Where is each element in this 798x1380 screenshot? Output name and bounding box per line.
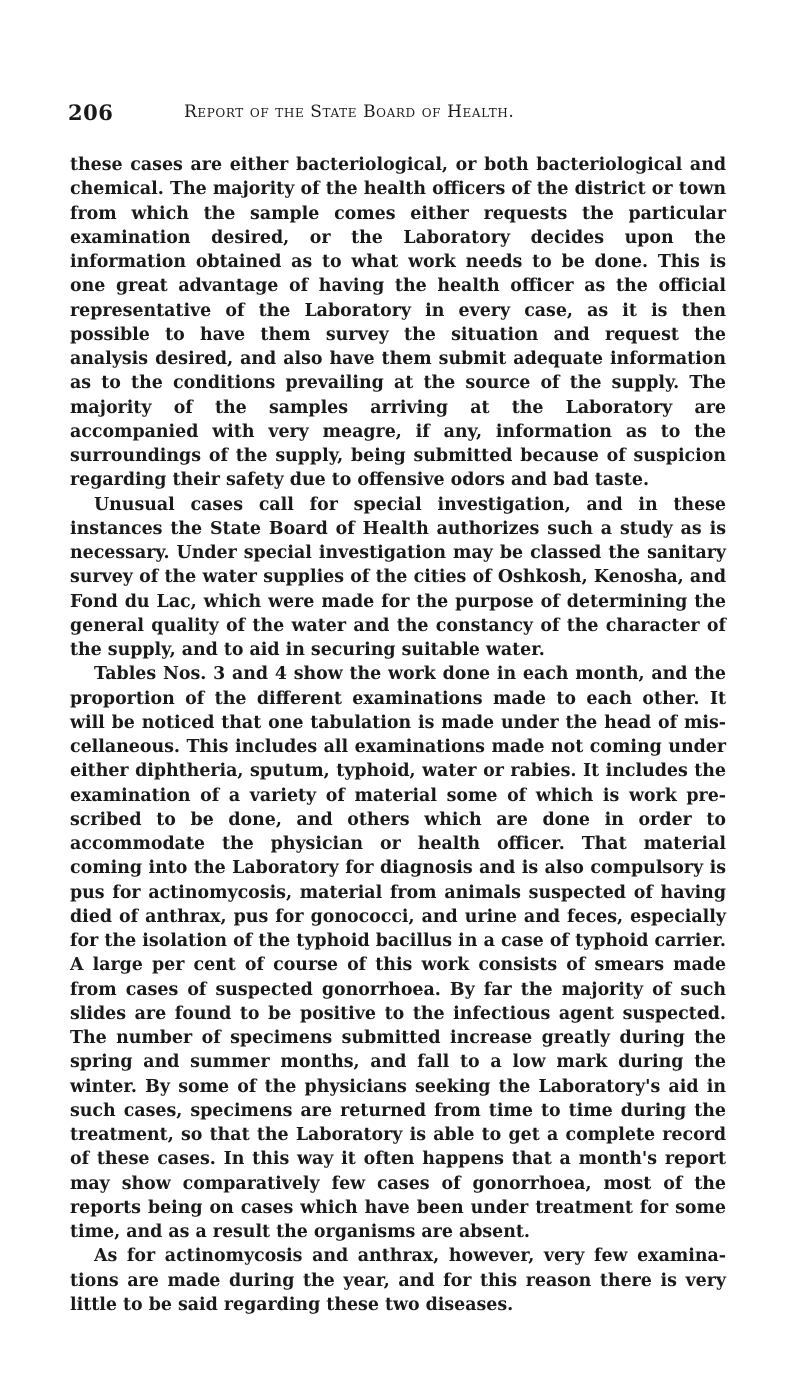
paragraph-actinomycosis-anthrax: As for actinomycosis and anthrax, however, very few examinations are made during the year, and for this reason there is very little to be said regarding these two diseases. [70,1246,726,1315]
running-head [68,100,728,130]
page-number: 206 [68,100,114,125]
body-text [70,153,726,1317]
paragraph-continuation: these cases are either bacteriological, or both bacteriological and chemical. The majority of the health officers of the district or town from which the sample comes either requests the particular examination desired, or the Laboratory decides upon the information obtained as to what work needs to be done. This is one great advantage of having the health officer as the official representative of the Laboratory in every case, as it is then possible to have them survey the situation and request the analysis desired, and also have them submit adequate information as to the conditions prevailing at the source of the supply. The majority of the samples arriving at the Laboratory are accompanied with very meagre, if any, information as to the surroundings of the supply, being submitted because of suspicion regarding their safety due to offensive odors and bad taste. [70,155,726,491]
paragraph-tables-miscellaneous: Tables Nos. 3 and 4 show the work done in each month, and the proportion of the different examinations made to each other. It will be noticed that one tabulation is made under the head of miscellaneous. This includes all examinations made not coming under either diphtheria, sputum, typhoid, water or rabies. It includes the examination of a variety of material some of which is work prescribed to be done, and others which are done in order to accommodate the physician or health officer. That material coming into the Laboratory for diagnosis and is also compulsory is pus for actinomycosis, material from animals suspected of having died of anthrax, pus for gonococci, and urine and feces, especially for the isolation of the typhoid bacillus in a case of typhoid carrier. A large per cent of course of this work consists of smears made from cases of suspected gonorrhoea. By far the majority of such slides are found to be positive to the infectious agent suspected. The number of specimens submitted increase greatly during the spring and summer months, and fall to a low mark during the winter. By some of the physicians seeking the Laboratory's aid in such cases, specimens are returned from time to time during the treatment, so that the Laboratory is able to get a complete record of these cases. In this way it often happens that a month's report may show comparatively few cases of gonorrhoea, most of the reports being on cases which have been under treatment for some time, and as a result the organisms are absent. [70,664,726,1242]
running-title: Report of the State Board of Health. [184,102,515,122]
paragraph-special-investigation: Unusual cases call for special investigation, and in these instances the State Board of Health authorizes such a study as is necessary. Under special investigation may be classed the sanitary survey of the water supplies of the cities of Oshkosh, Kenosha, and Fond du Lac, which were made for the purpose of determining the general quality of the water and the constancy of the character of the supply, and to aid in securing suitable water. [70,494,726,660]
